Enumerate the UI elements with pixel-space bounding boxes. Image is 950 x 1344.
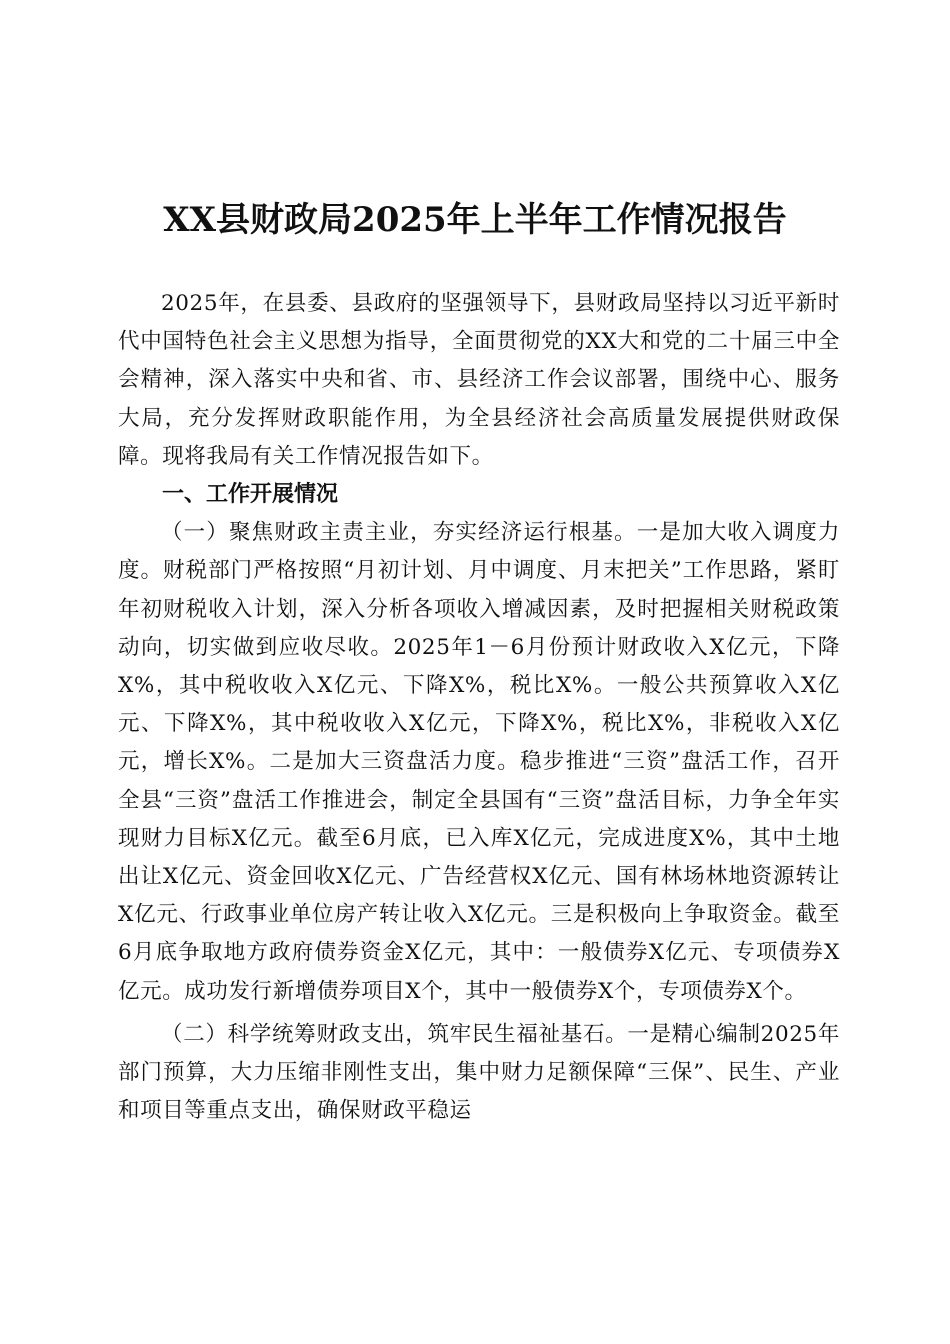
subsection-title-2: （二）科学统筹财政支出，筑牢民生福祉基石。	[161, 1021, 628, 1047]
subsection-text-1: 一是加大收入调度力度。财税部门严格按照“月初计划、月中调度、月末把关”工作思路，紧盯年初财税收入计划，深入分析各项收入增减因素，及时把握相关财税政策动向，切实做到应收尽收。2025年1－6月份预计财政收入X亿元，下降X%，其中税收收入X亿元、下降X%，税比X%。一般公共预算收入X亿元、下降X%，其中税收收入X亿元，下降X%，税比X%，非税收入X亿元，增长X%。二是加大三资盘活力度。稳步推进“三资”盘活工作，召开全县“三资”盘活工作推进会，制定全县国有“三资”盘活目标，力争全年实现财力目标X亿元。截至6月底，已入库X亿元，完成进度X%，其中土地出让X亿元、资金回收X亿元、广告经营权X亿元、国有林场林地资源转让X亿元、行政事业单位房产转让收入X亿元。三是积极向上争取资金。截至6月底争取地方政府债券资金X亿元，其中：一般债券X亿元、专项债券X亿元。成功发行新增债券项目X个，其中一般债券X个，专项债券X个。	[118, 520, 840, 1004]
section-heading-work-progress: 一、工作开展情况	[162, 482, 339, 508]
subsection-paragraph-1	[118, 514, 840, 1011]
intro-paragraph: 2025年，在县委、县政府的坚强领导下，县财政局坚持以习近平新时代中国特色社会主义思想为指导，全面贯彻党的XX大和党的二十届三中全会精神，深入落实中央和省、市、县经济工作会议部署，围绕中心、服务大局，充分发挥财政职能作用，为全县经济社会高质量发展提供财政保障。现将我局有关工作情况报告如下。	[118, 291, 840, 469]
subsection-text-2: 一是精心编制2025年部门预算，大力压缩非刚性支出，集中财力足额保障“三保”、民生、产业和项目等重点支出，确保财政平稳运	[118, 1021, 840, 1124]
subsection-title-1: （一）聚焦财政主责主业，夯实经济运行根基。	[161, 520, 637, 546]
document-title: XX县财政局2025年上半年工作情况报告	[163, 200, 787, 240]
document-body	[118, 285, 840, 1130]
subsection-paragraph-2	[118, 1016, 840, 1131]
